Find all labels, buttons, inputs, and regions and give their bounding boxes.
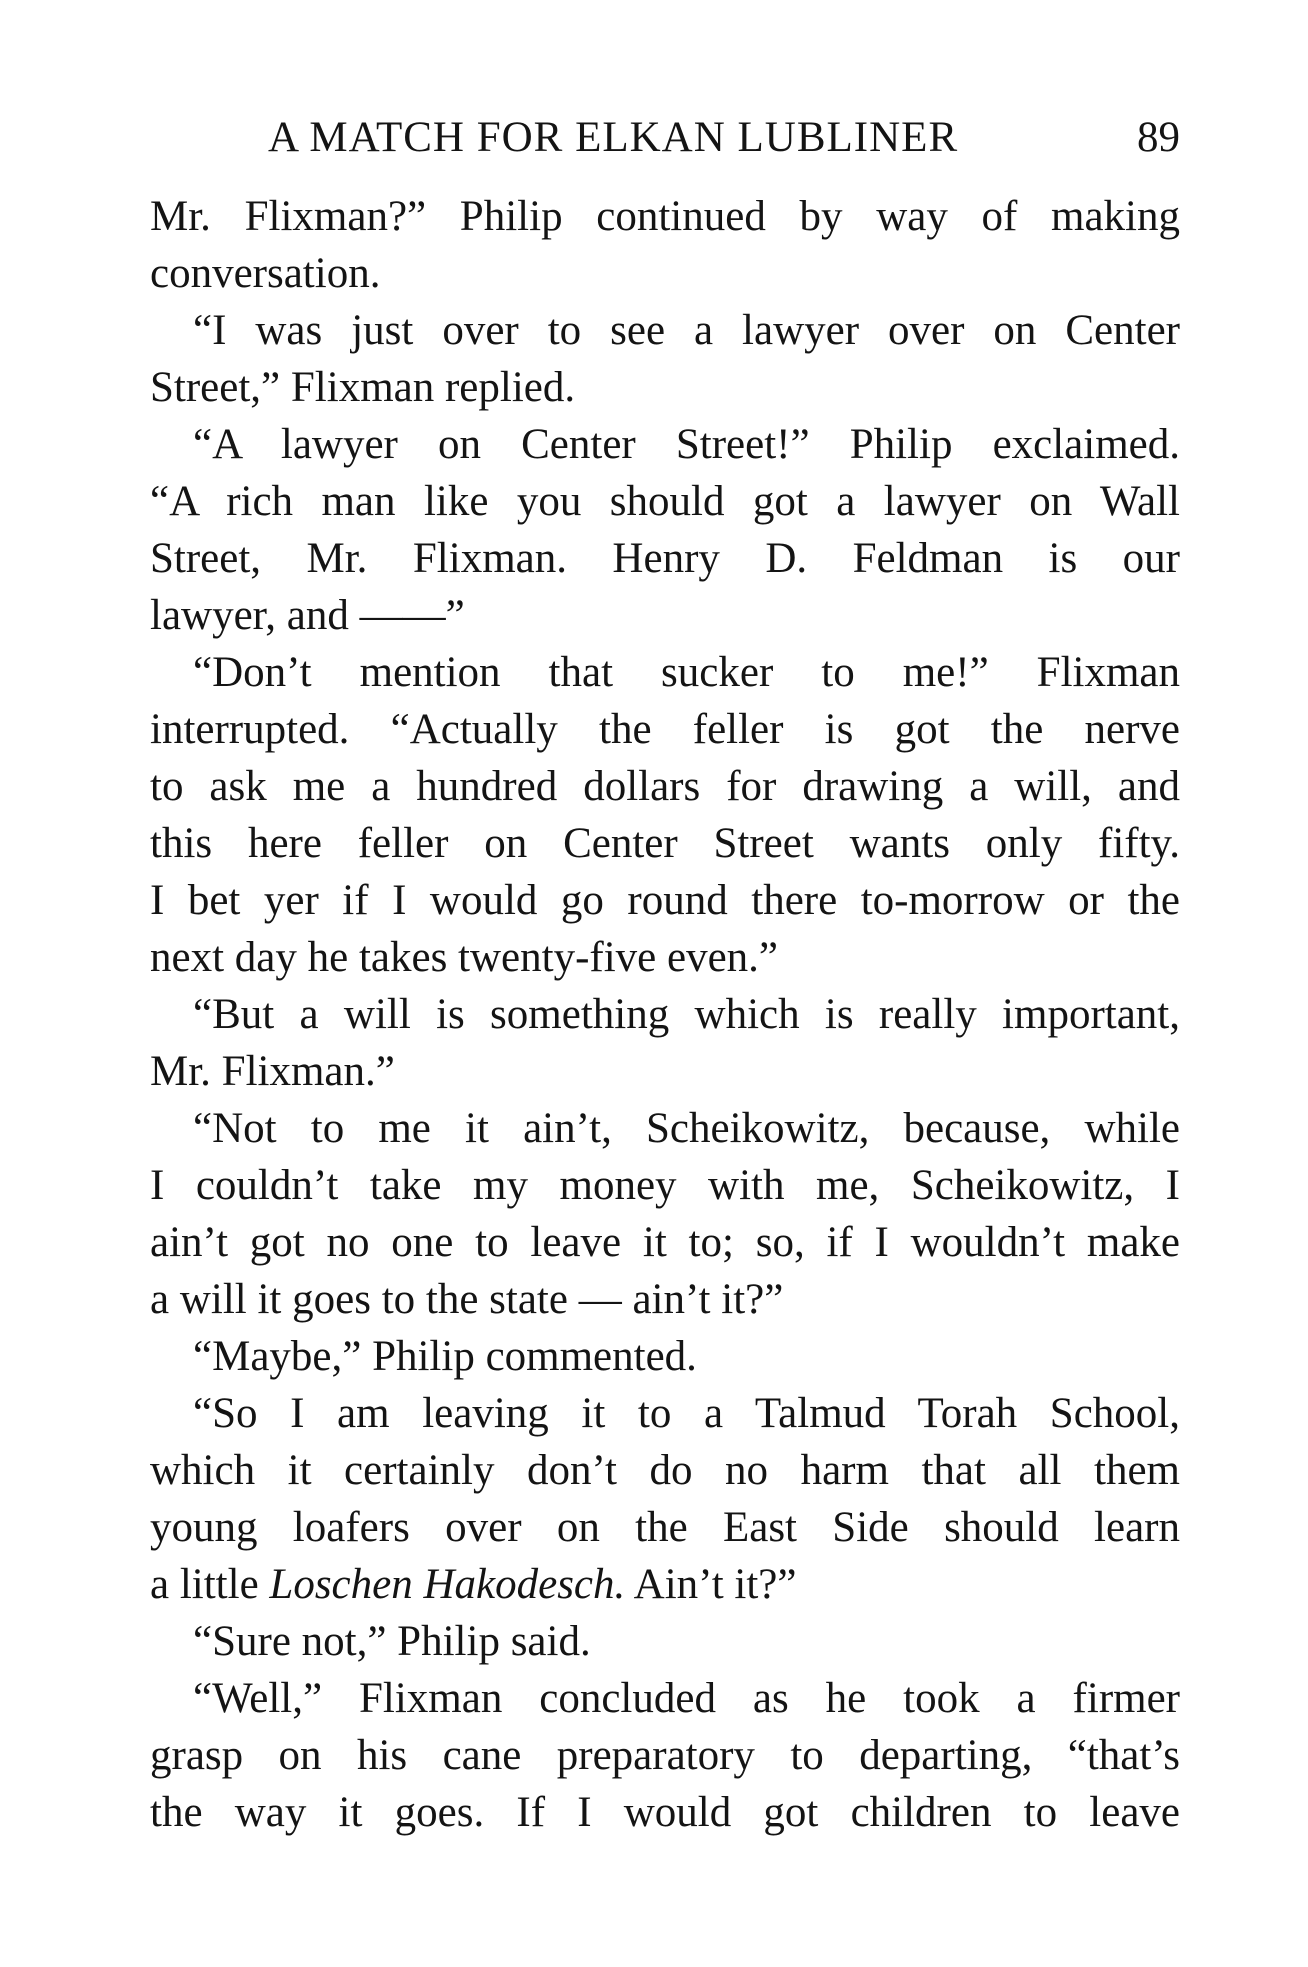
- text-line: ain’t got no one to leave it to; so, if I wouldn’t make: [150, 1219, 1180, 1266]
- text-line: Mr. Flixman.”: [150, 1048, 395, 1095]
- text-line: I couldn’t take my money with me, Scheikowitz, I: [150, 1162, 1180, 1209]
- text-line: lawyer, and ——”: [150, 592, 465, 639]
- text-line: conversation.: [150, 250, 381, 297]
- text-line: grasp on his cane preparatory to departing, “that’s: [150, 1732, 1180, 1779]
- text-line: a little Loschen Hakodesch. Ain’t it?”: [150, 1561, 797, 1608]
- text-line: “But a will is something which is really important,: [193, 991, 1180, 1038]
- page-number: 89: [1137, 114, 1180, 161]
- text-line: the way it goes. If I would got children to leave: [150, 1789, 1180, 1836]
- text-line: interrupted. “Actually the feller is got the nerve: [150, 706, 1180, 753]
- text-line: which it certainly don’t do no harm that all them: [150, 1447, 1180, 1494]
- body-text: [150, 188, 1180, 1841]
- text-line: next day he takes twenty-five even.”: [150, 934, 779, 981]
- text-line: a will it goes to the state — ain’t it?”: [150, 1276, 784, 1323]
- text-line: “A lawyer on Center Street!” Philip exclaimed.: [193, 421, 1180, 468]
- running-head: [150, 108, 1180, 168]
- text-line: “Not to me it ain’t, Scheikowitz, because, while: [193, 1105, 1180, 1152]
- text-line: Mr. Flixman?” Philip continued by way of making: [150, 193, 1180, 240]
- text-line: young loafers over on the East Side should learn: [150, 1504, 1180, 1551]
- running-title: A MATCH FOR ELKAN LUBLINER: [268, 114, 959, 161]
- text-line: Street, Mr. Flixman. Henry D. Feldman is our: [150, 535, 1180, 582]
- text-line: “Well,” Flixman concluded as he took a firmer: [193, 1675, 1180, 1722]
- text-line: “Maybe,” Philip commented.: [193, 1333, 697, 1380]
- text-line: to ask me a hundred dollars for drawing a will, and: [150, 763, 1180, 810]
- text-line: “Don’t mention that sucker to me!” Flixman: [193, 649, 1180, 696]
- text-line: “Sure not,” Philip said.: [193, 1618, 591, 1665]
- text-line: I bet yer if I would go round there to-morrow or the: [150, 877, 1180, 924]
- text-line: “So I am leaving it to a Talmud Torah School,: [193, 1390, 1180, 1437]
- text-line: “A rich man like you should got a lawyer on Wall: [150, 478, 1180, 525]
- text-line: Street,” Flixman replied.: [150, 364, 576, 411]
- text-line: this here feller on Center Street wants only fifty.: [150, 820, 1180, 867]
- text-line: “I was just over to see a lawyer over on Center: [193, 307, 1180, 354]
